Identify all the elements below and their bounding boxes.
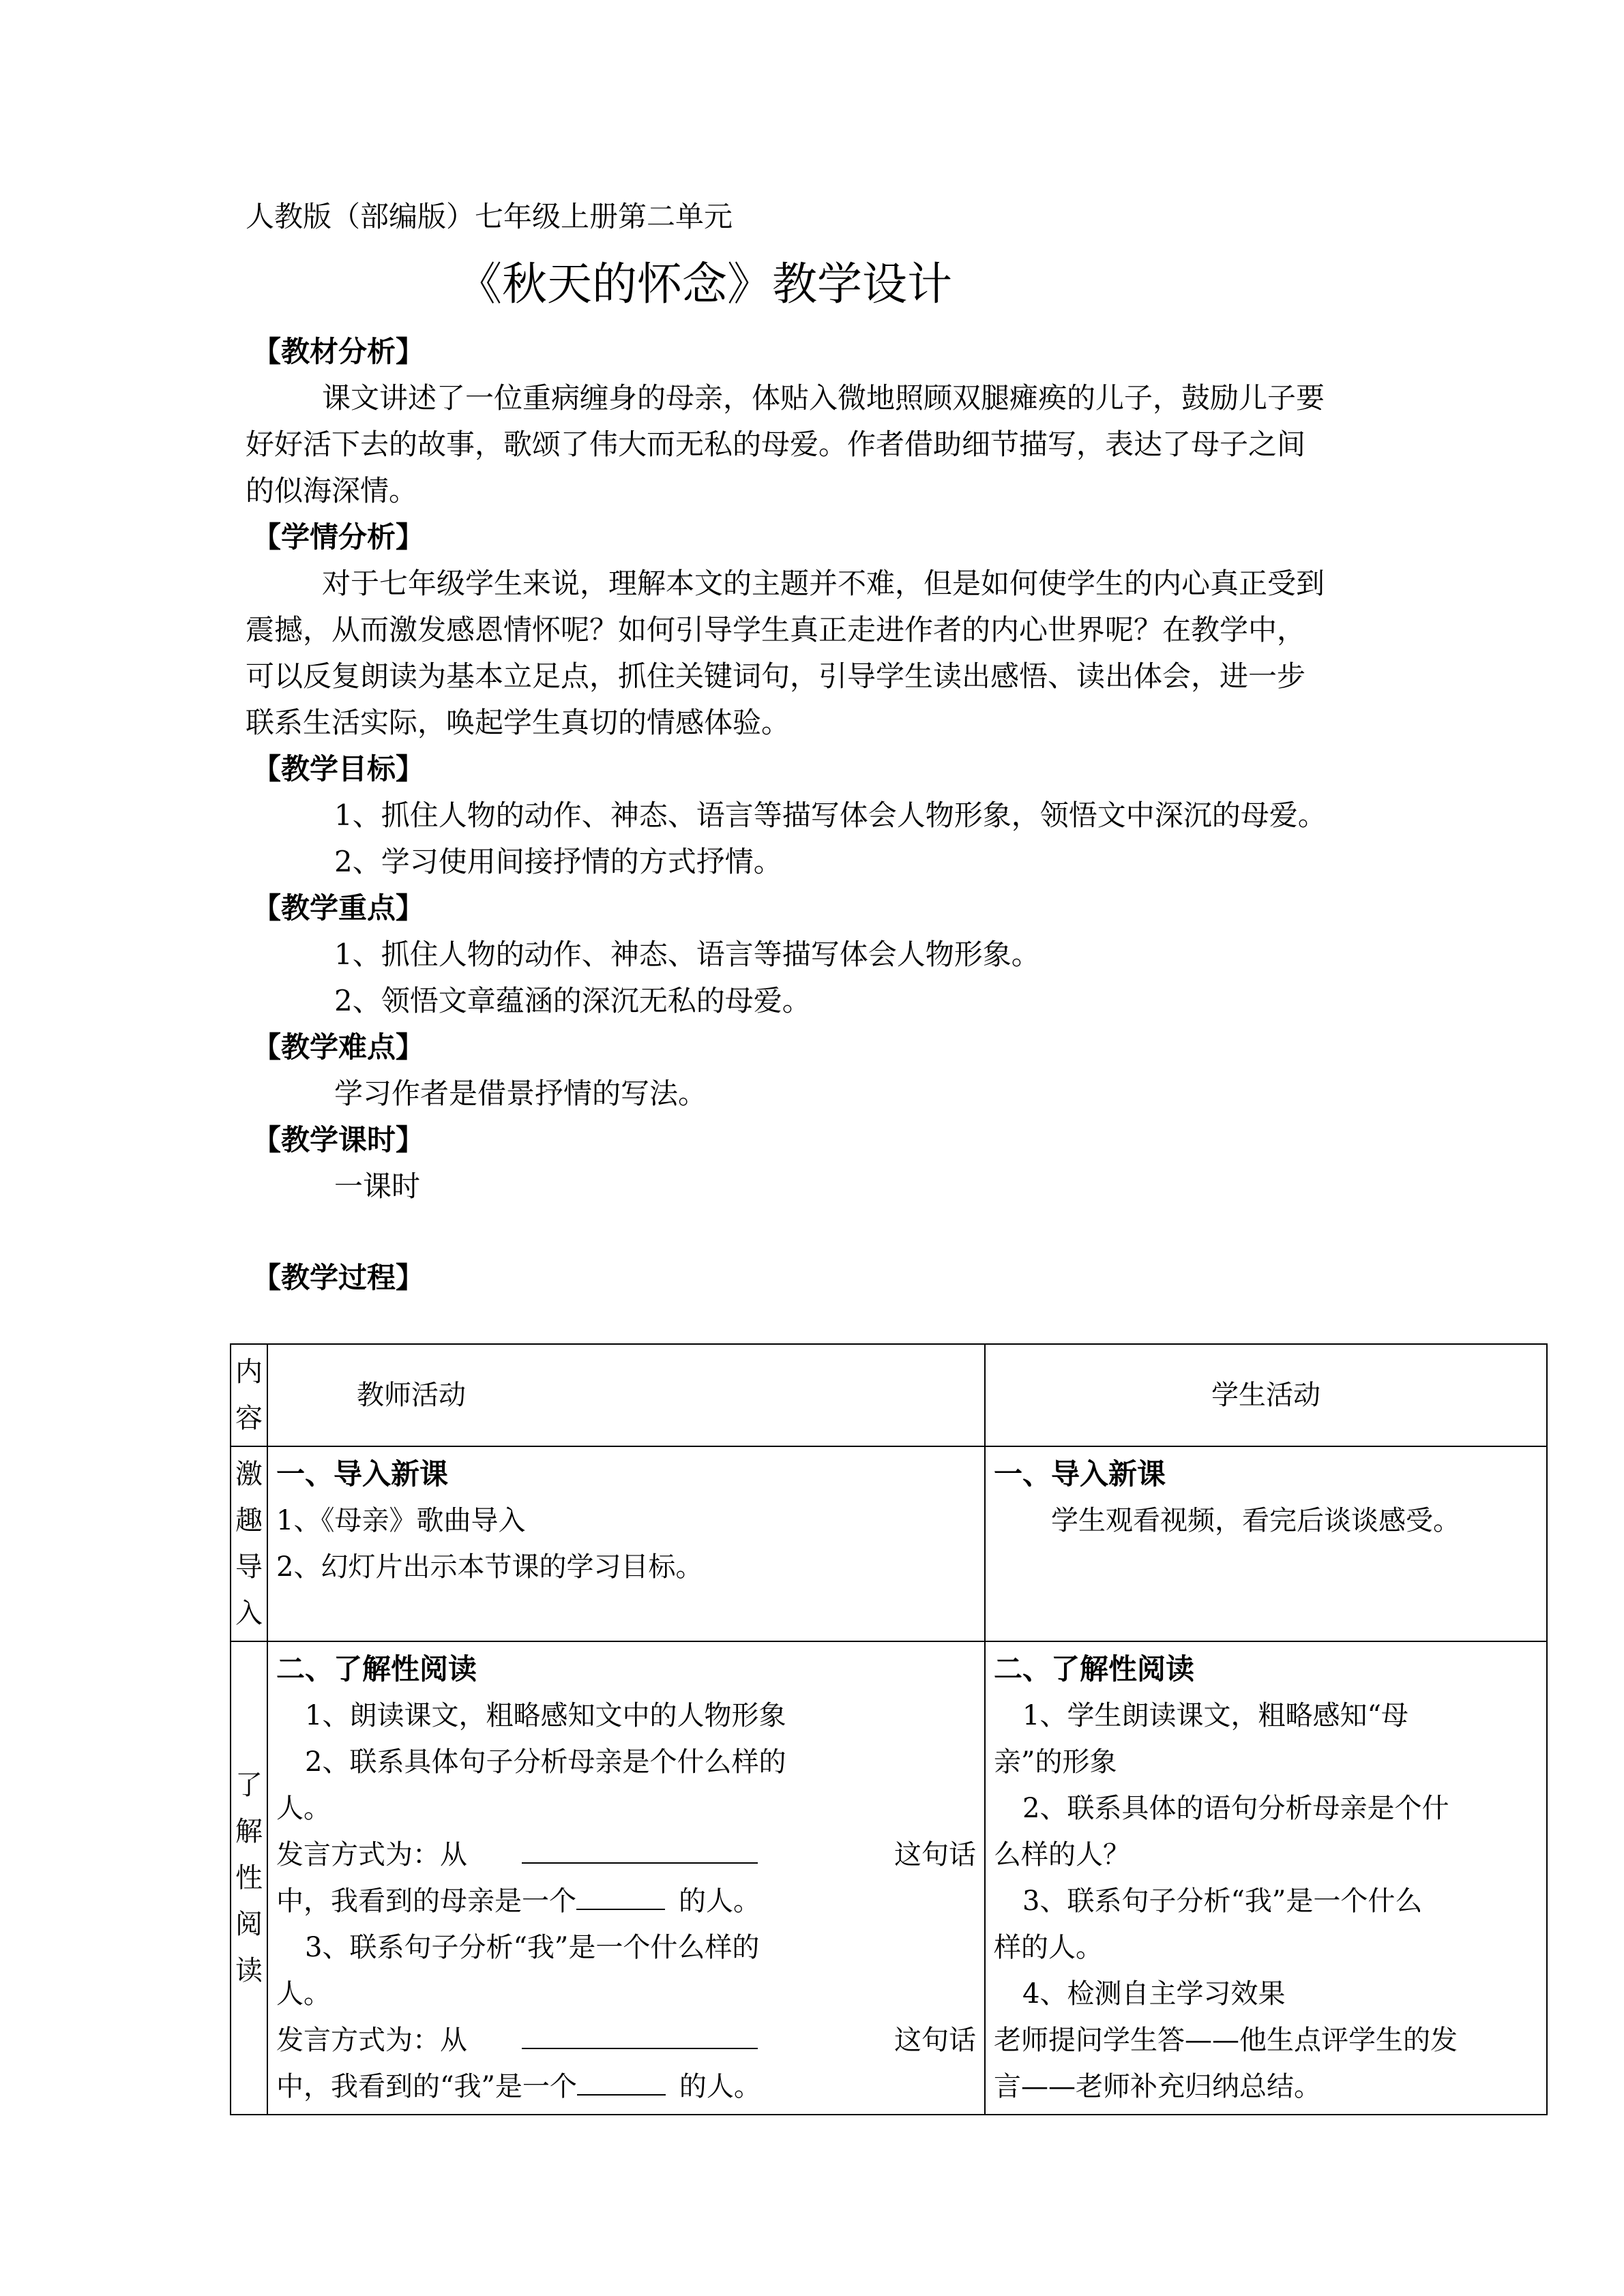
- key-line: 1、抓住人物的动作、神态、语言等描写体会人物形象。: [334, 938, 1040, 971]
- key-line: 2、领悟文章蕴涵的深沉无私的母爱。: [334, 984, 811, 1017]
- header-teacher-cell: 教师活动: [267, 1344, 985, 1446]
- table-header-row: [231, 1344, 1547, 1446]
- doc-title: 《秋天的怀念》教学设计: [457, 258, 952, 310]
- student-activity-cell: 一、导入新课 学生观看视频，看完后谈谈感受。: [985, 1446, 1547, 1641]
- goal-line: 2、学习使用间接抒情的方式抒情。: [334, 845, 782, 878]
- student-activity-cell: 二、了解性阅读 1、学生朗读课文，粗略感知“母 亲”的形象 2、联系具体的语句分析母亲是个什 么样的人？ 3、联系句子分析“我”是一个什么 样的人。 4、检测自主学习效果 老师提问学生答——他生点评学生的发 言——老师补充归纳总结。: [985, 1641, 1547, 2115]
- teacher-activity-cell: 二、了解性阅读 1、朗读课文，粗略感知文中的人物形象 2、联系具体句子分析母亲是个什么样的 人。 发言方式为：从 这句话 中，我看到的母亲是一个 的人。 3、联系句子分析“我”是一个什么样的 人。 发言方式为：从 这句话 中，我看到的“我”是一个 的人。: [267, 1641, 985, 2115]
- difficulty-line: 学习作者是借景抒情的写法。: [334, 1077, 707, 1110]
- doc-subtitle: 人教版（部编版）七年级上册第二单元: [246, 200, 733, 233]
- header-content-cell: 内 容: [231, 1344, 267, 1446]
- header-student-cell: 学生活动: [985, 1344, 1547, 1446]
- heading-material: 【教材分析】: [252, 335, 425, 368]
- table-row: [231, 1446, 1547, 1641]
- heading-process: 【教学过程】: [252, 1261, 425, 1294]
- student-line: 震撼，从而激发感恩情怀呢？如何引导学生真正走进作者的内心世界呢？在教学中，: [246, 613, 1306, 646]
- heading-student: 【学情分析】: [252, 520, 425, 554]
- material-line: 好好活下去的故事，歌颂了伟大而无私的母爱。作者借助细节描写，表达了母子之间: [246, 428, 1306, 461]
- material-line: 的似海深情。: [246, 474, 418, 507]
- table-row: [231, 1641, 1547, 2115]
- goal-line: 1、抓住人物的动作、神态、语言等描写体会人物形象，领悟文中深沉的母爱。: [334, 799, 1327, 832]
- fill-blank[interactable]: [522, 2026, 758, 2049]
- fill-blank[interactable]: [576, 1887, 665, 1910]
- material-line: 课文讲述了一位重病缠身的母亲，体贴入微地照顾双腿瘫痪的儿子，鼓励儿子要: [322, 381, 1325, 415]
- student-line: 对于七年级学生来说，理解本文的主题并不难，但是如何使学生的内心真正受到: [322, 567, 1325, 600]
- student-line: 联系生活实际，唤起学生真切的情感体验。: [246, 706, 791, 739]
- heading-key: 【教学重点】: [252, 891, 425, 925]
- heading-goals: 【教学目标】: [252, 752, 425, 786]
- heading-hours: 【教学课时】: [252, 1123, 425, 1157]
- student-line: 可以反复朗读为基本立足点，抓住关键词句，引导学生读出感悟、读出体会，进一步: [246, 659, 1306, 693]
- row-label-cell: 激 趣 导 入: [231, 1446, 267, 1641]
- process-table: [230, 1343, 1548, 2115]
- hours-line: 一课时: [334, 1169, 421, 1203]
- row-label-cell: 了 解 性 阅 读: [231, 1641, 267, 2115]
- fill-blank[interactable]: [577, 2072, 666, 2096]
- heading-difficulty: 【教学难点】: [252, 1030, 425, 1064]
- teacher-activity-cell: 一、导入新课 1、《母亲》歌曲导入 2、幻灯片出示本节课的学习目标。: [267, 1446, 985, 1641]
- fill-blank[interactable]: [522, 1840, 758, 1864]
